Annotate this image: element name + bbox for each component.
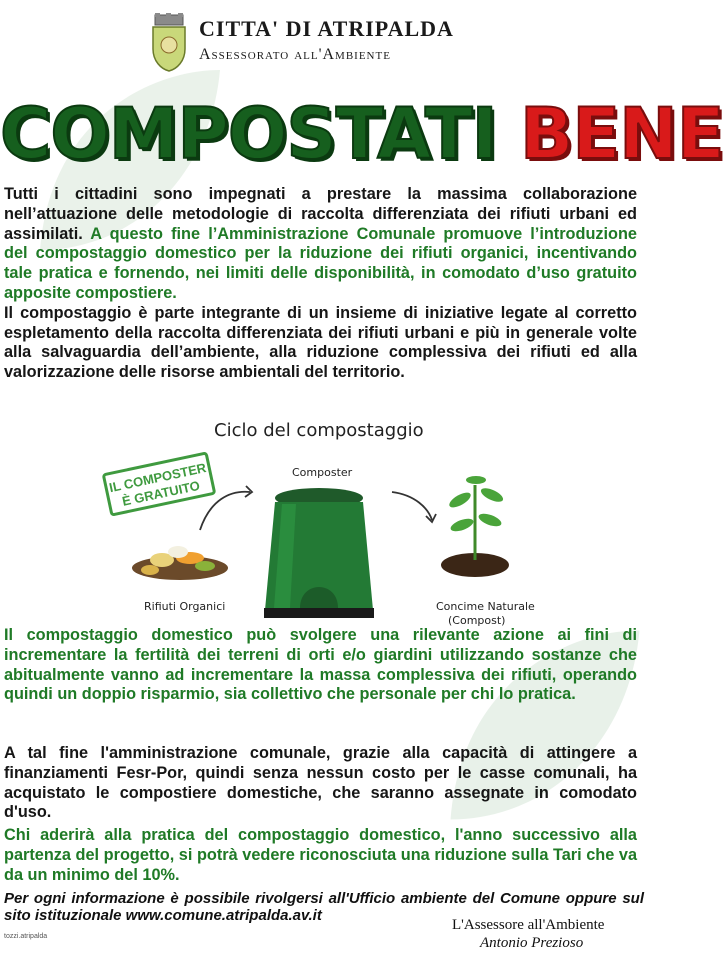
- intro-green-text: A questo fine l’Amministrazione Comunale promuove l’introduzione del compostaggio domestico per la riduzione dei rifiuti organici, incentivando tale pratica e fornendo, nei limiti delle disponibilità, in comodato d’uso gratuito apposite compostiere.: [4, 224, 637, 302]
- composter-label: Composter: [292, 466, 353, 479]
- headline-part1: COMPOSTATI: [0, 93, 497, 175]
- arrow-to-compost-icon: [392, 492, 432, 520]
- organic-waste-icon: [132, 546, 228, 580]
- intro-second-text: Il compostaggio è parte integrante di un insieme di iniziative legate al corretto espletamento della raccolta differenziata dei rifiuti urbani e più in generale volte alla salvaguardia dell’ambiente, alla riduzione complessiva dei rifiuti ed alla valorizzazione delle risorse ambientali del territorio.: [4, 303, 637, 382]
- info-paragraph: Per ogni informazione è possibile rivolgersi all'Ufficio ambiente del Comune oppure sul sito istituzionale www.comune.atripalda.av.it: [4, 890, 644, 924]
- compost-plant-icon: [441, 476, 509, 577]
- intro-black-text: Tutti i cittadini sono impegnati a prestare la massima collaborazione nell’attuazione delle metodologie di raccolta differenziata dei rifiuti urbani ed assimilati.: [4, 185, 637, 243]
- composter-bin-icon: [264, 488, 374, 618]
- free-composter-stamp: IL COMPOSTER È GRATUITO: [102, 451, 217, 516]
- compost-label-1: Concime Naturale: [436, 600, 535, 613]
- headline-part2: BENE: [520, 93, 724, 175]
- tax-reduction-paragraph: Chi aderirà alla pratica del compostaggio domestico, l'anno successivo alla partenza del progetto, si potrà vedere riconosciuta una riduzione sulla Tari che va da un minimo del 10%.: [4, 826, 637, 884]
- arrow-to-composter-icon: [200, 492, 250, 530]
- signature-role: L'Assessore all'Ambiente: [452, 917, 605, 933]
- waste-label: Rifiuti Organici: [144, 600, 226, 613]
- signature-name: Antonio Prezioso: [480, 935, 584, 951]
- city-title: CITTA' DI ATRIPALDA: [199, 16, 454, 41]
- benefits-paragraph: Il compostaggio domestico può svolgere una rilevante azione ai fini di incrementare la fertilità dei terreni di orti e/o giardini utilizzando sostanze che abitualmente vanno ad incrementare la massa complessiva dei rifiuti, operando quindi un doppio risparmio, sia collettivo che personale per chi lo pratica.: [4, 626, 637, 704]
- photo-credit: tozzi.atripalda: [4, 933, 48, 940]
- cycle-title: Ciclo del compostaggio: [214, 420, 424, 441]
- headline: [0, 86, 724, 182]
- intro-paragraph: [4, 185, 637, 383]
- city-crest-icon: [149, 13, 189, 73]
- compost-label-2: (Compost): [448, 614, 506, 627]
- department-title: Assessorato all'Ambiente: [199, 46, 391, 63]
- funding-paragraph: A tal fine l'amministrazione comunale, grazie alla capacità di attingere a finanziamenti Fesr-Por, quindi senza nessun costo per le casse comunali, ha acquistato le compostiere domestiche, che saranno assegnate in comodato d'uso.: [4, 744, 637, 822]
